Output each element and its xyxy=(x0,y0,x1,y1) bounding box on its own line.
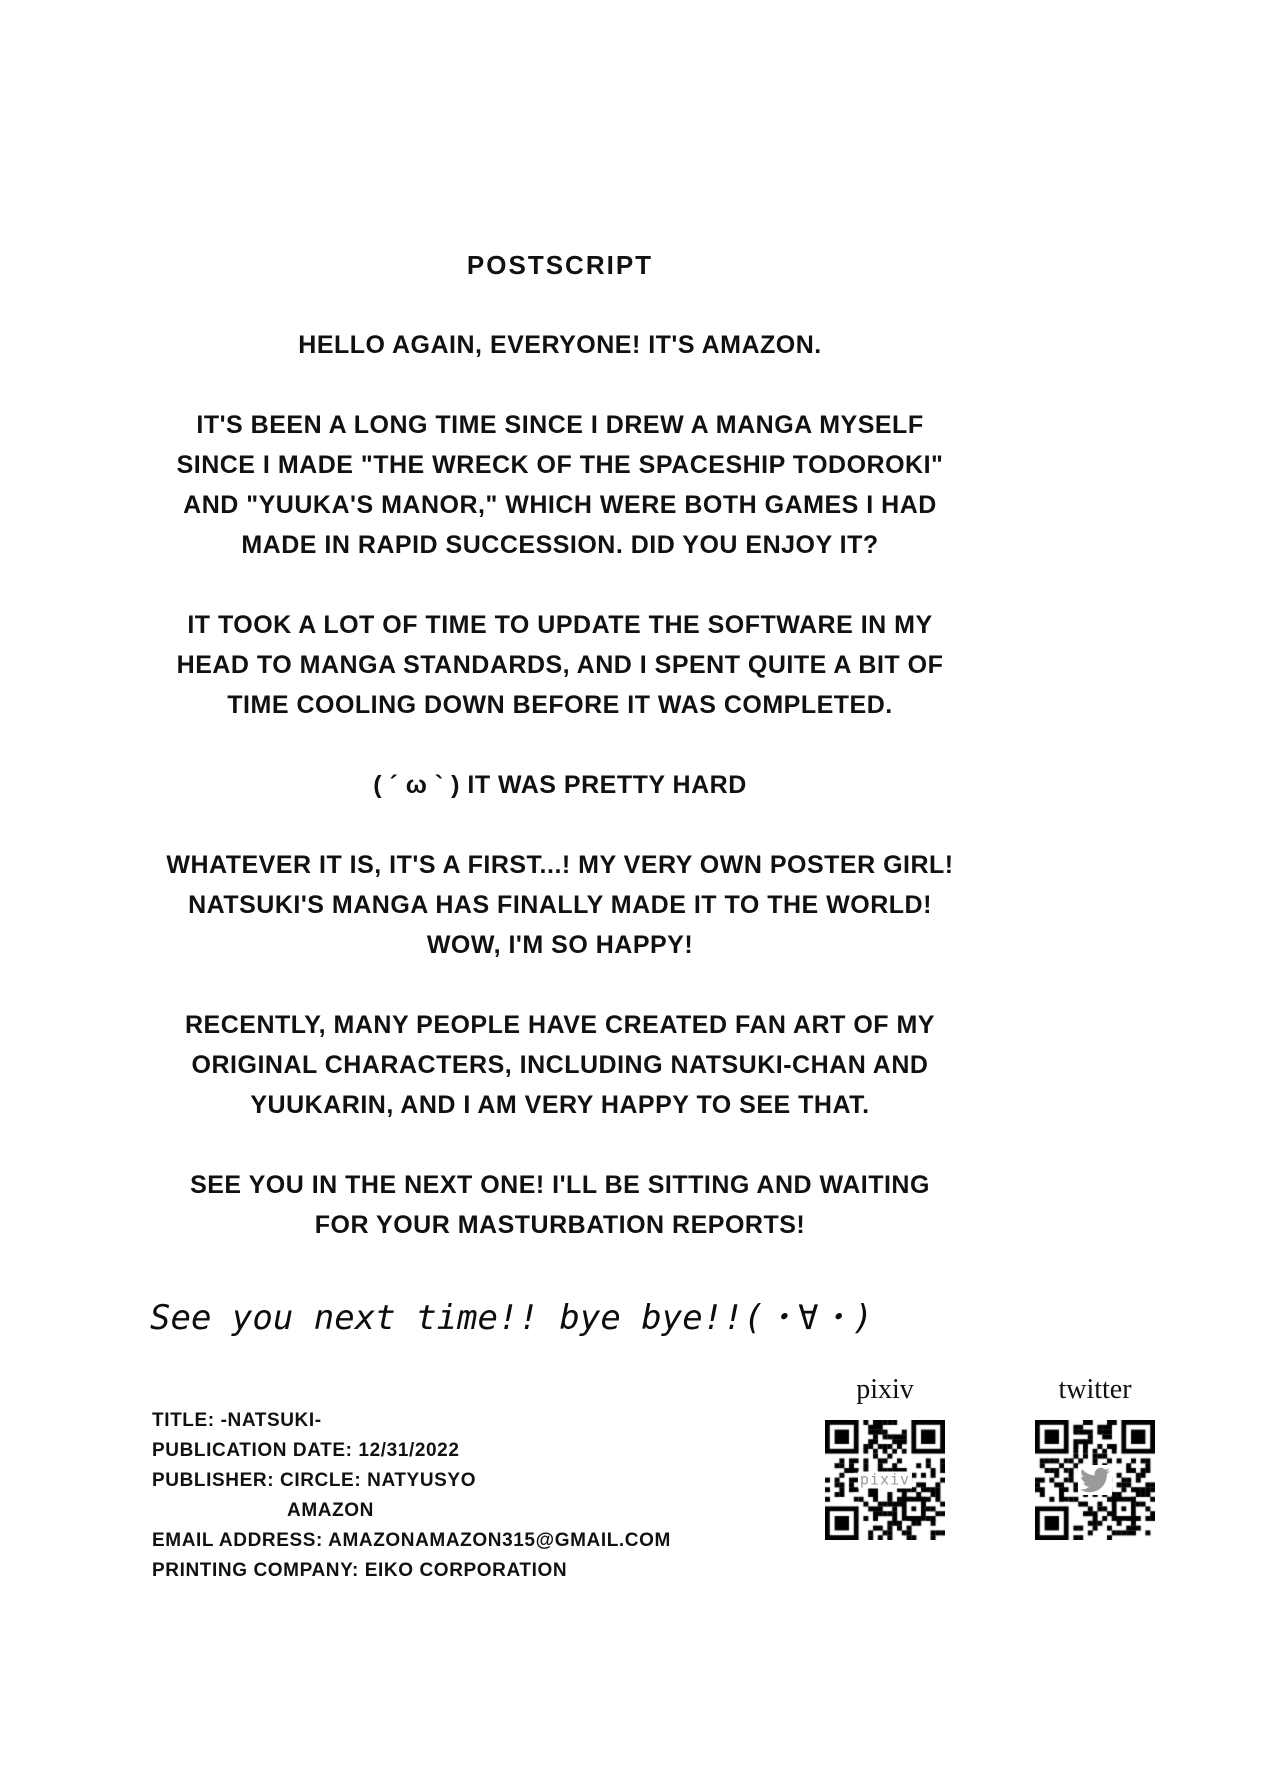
pixiv-qr-code xyxy=(825,1420,945,1540)
paragraph-fan-art xyxy=(0,1005,1120,1125)
pixiv-qr-block xyxy=(822,1374,948,1540)
colophon-publication-date: PUBLICATION DATE: 12/31/2022 xyxy=(152,1440,460,1461)
text-line: HEAD TO MANGA STANDARDS, AND I SPENT QUITE A BIT OF xyxy=(176,651,944,679)
pixiv-qr-center-text: pixiv xyxy=(859,1470,911,1489)
text-line: YUUKARIN, AND I AM VERY HAPPY TO SEE THAT. xyxy=(250,1091,870,1119)
signoff-line: See you next time!! bye bye!!(・∀・) xyxy=(150,1298,874,1338)
colophon-title: TITLE: -NATSUKI- xyxy=(152,1410,322,1431)
paragraph-see-you xyxy=(0,1165,1120,1245)
twitter-bird-icon xyxy=(1078,1465,1112,1495)
postscript-text-column xyxy=(0,245,1120,1285)
paragraph-kaomoji xyxy=(0,765,1120,805)
text-line: IT'S BEEN A LONG TIME SINCE I DREW A MANGA MYSELF xyxy=(196,411,924,439)
text-line: IT TOOK A LOT OF TIME TO UPDATE THE SOFTWARE IN MY xyxy=(187,611,933,639)
colophon-printing-company: PRINTING COMPANY: EIKO CORPORATION xyxy=(152,1560,568,1581)
text-line: SEE YOU IN THE NEXT ONE! I'LL BE SITTING AND WAITING xyxy=(190,1171,930,1199)
text-line: TIME COOLING DOWN BEFORE IT WAS COMPLETED. xyxy=(227,691,893,719)
twitter-qr-block xyxy=(1032,1374,1158,1540)
twitter-label: twitter xyxy=(1058,1374,1132,1405)
text-line: WHATEVER IT IS, IT'S A FIRST...! MY VERY OWN POSTER GIRL! xyxy=(166,851,954,879)
paragraph-first xyxy=(0,845,1120,965)
paragraph-software xyxy=(0,605,1120,725)
colophon-email: EMAIL ADDRESS: AMAZONAMAZON315@GMAIL.COM xyxy=(152,1530,671,1551)
colophon-publisher: PUBLISHER: CIRCLE: NATYUSYO xyxy=(152,1470,477,1491)
text-line: FOR YOUR MASTURBATION REPORTS! xyxy=(314,1211,806,1239)
kaomoji-line: ( ´ ω ` ) IT WAS PRETTY HARD xyxy=(373,771,747,799)
colophon xyxy=(152,1406,671,1586)
page-title: POSTSCRIPT xyxy=(466,250,654,280)
text-line: WOW, I'M SO HAPPY! xyxy=(426,931,694,959)
text-line: ORIGINAL CHARACTERS, INCLUDING NATSUKI-CHAN AND xyxy=(191,1051,929,1079)
text-line: NATSUKI'S MANGA HAS FINALLY MADE IT TO THE WORLD! xyxy=(188,891,932,919)
paragraph-greeting xyxy=(0,325,1120,365)
paragraph-long-time xyxy=(0,405,1120,565)
text-line: RECENTLY, MANY PEOPLE HAVE CREATED FAN ART OF MY xyxy=(184,1011,935,1039)
pixiv-label: pixiv xyxy=(856,1374,914,1405)
text-line: HELLO AGAIN, EVERYONE! IT'S AMAZON. xyxy=(298,331,822,359)
text-line: AND "YUUKA'S MANOR," WHICH WERE BOTH GAMES I HAD xyxy=(183,491,937,519)
twitter-qr-code xyxy=(1035,1420,1155,1540)
colophon-publisher-amazon: AMAZON xyxy=(287,1500,374,1521)
text-line: SINCE I MADE "THE WRECK OF THE SPACESHIP TODOROKI" xyxy=(176,451,944,479)
text-line: MADE IN RAPID SUCCESSION. DID YOU ENJOY IT? xyxy=(241,531,879,559)
